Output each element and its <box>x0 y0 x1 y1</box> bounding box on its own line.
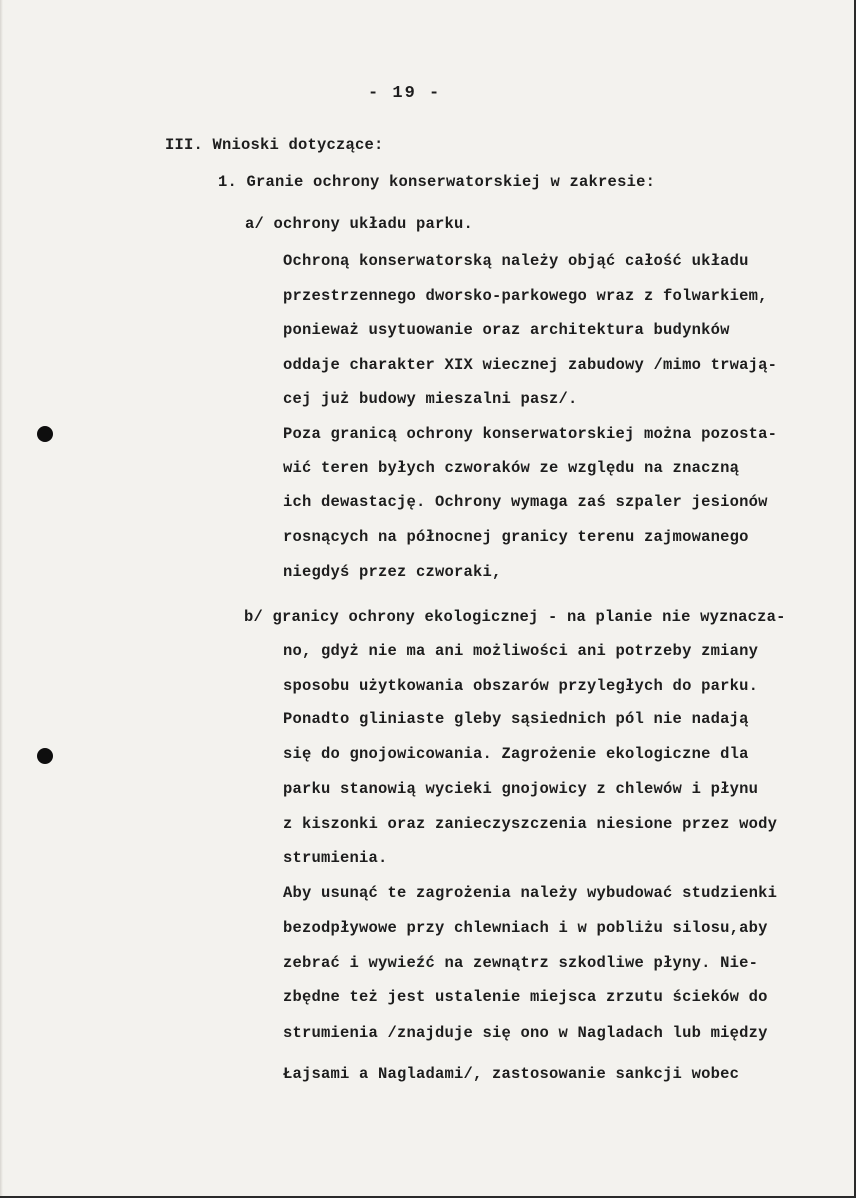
punch-hole-bottom <box>37 748 53 764</box>
item-b-line: Łajsami a Nagladami/, zastosowanie sankcji wobec <box>283 1065 740 1083</box>
page-number: - 19 - <box>368 84 442 103</box>
item-b-line: Ponadto gliniaste gleby sąsiednich pól nie nadają <box>283 710 749 728</box>
item-a-label: a/ ochrony układu parku. <box>245 215 474 233</box>
punch-hole-top <box>37 426 53 442</box>
section-heading: III. Wnioski dotyczące: <box>165 136 384 154</box>
item-b-line: strumienia. <box>283 849 388 867</box>
item-a-line: Poza granicą ochrony konserwatorskiej można pozosta- <box>283 425 778 443</box>
item-b-line: zebrać i wywieźć na zewnątrz szkodliwe płyny. Nie- <box>283 954 759 972</box>
page-edge-shadow <box>0 0 3 1198</box>
item-a-line: przestrzennego dworsko-parkowego wraz z folwarkiem, <box>283 287 768 305</box>
item-a-line: wić teren byłych czworaków ze względu na znaczną <box>283 459 740 477</box>
item-a-line: Ochroną konserwatorską należy objąć całość układu <box>283 252 749 270</box>
subsection-heading: 1. Granie ochrony konserwatorskiej w zakresie: <box>218 173 656 191</box>
item-b-line: parku stanowią wycieki gnojowicy z chlewów i płynu <box>283 780 759 798</box>
item-b-line: strumienia /znajduje się ono w Nagladach lub między <box>283 1024 768 1042</box>
item-b-line: się do gnojowicowania. Zagrożenie ekologiczne dla <box>283 745 749 763</box>
item-a-line: ponieważ usytuowanie oraz architektura budynków <box>283 321 730 339</box>
item-a-line: rosnących na północnej granicy terenu zajmowanego <box>283 528 749 546</box>
item-a-line: cej już budowy mieszalni pasz/. <box>283 390 578 408</box>
item-b-line: sposobu użytkowania obszarów przyległych do parku. <box>283 677 759 695</box>
item-a-line: oddaje charakter XIX wiecznej zabudowy /mimo trwają- <box>283 356 778 374</box>
item-b-line: no, gdyż nie ma ani możliwości ani potrzeby zmiany <box>283 642 759 660</box>
item-a-line: niegdyś przez czworaki, <box>283 563 502 581</box>
item-b-first-line: b/ granicy ochrony ekologicznej - na planie nie wyznacza- <box>244 608 786 626</box>
item-a-line: ich dewastację. Ochrony wymaga zaś szpaler jesionów <box>283 493 768 511</box>
item-b-line: zbędne też jest ustalenie miejsca zrzutu ścieków do <box>283 988 768 1006</box>
item-b-line: z kiszonki oraz zanieczyszczenia niesione przez wody <box>283 815 778 833</box>
item-b-line: bezodpływowe przy chlewniach i w pobliżu silosu,aby <box>283 919 768 937</box>
item-b-line: Aby usunąć te zagrożenia należy wybudować studzienki <box>283 884 778 902</box>
